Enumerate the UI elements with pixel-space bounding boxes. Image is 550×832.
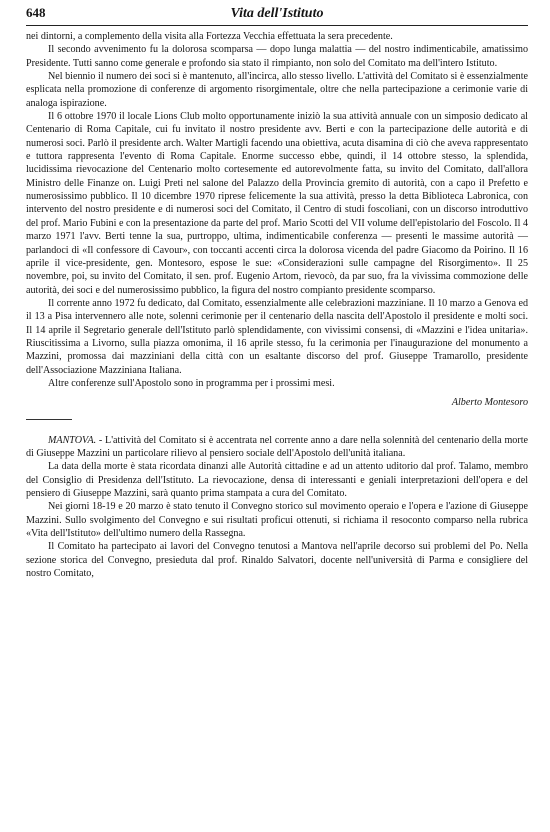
section-location: MANTOVA. [48, 434, 97, 446]
author-signature: Alberto Montesoro [451, 397, 528, 409]
section-intro-text: - L'attività del Comitato si è accentrata nel corrente anno a dare nella solennità del centenario della morte di Giuseppe Mazzini un particolare rilievo al pensiero sociale dell'Apostolo dell'unità italiana. [26, 434, 528, 459]
section-intro-paragraph [26, 434, 528, 461]
section-divider [26, 419, 72, 420]
paragraph-continuation: nei dintorni, a complemento della visita alla Fortezza Vecchia effettuata la sera precedente. [26, 31, 393, 42]
paragraph: La data della morte è stata ricordata dinanzi alle Autorità cittadine e ad un attento uditorio dal prof. Talamo, membro del Consiglio di Presidenza dell'Istituto. La rievocazione, densa di interessanti e geniali interpretazioni dell'opera e del pensiero di Giuseppe Mazzini, sarà quanto prima stampata a cura del Comitato. [26, 461, 528, 499]
journal-title: Vita dell'Istituto [230, 6, 324, 21]
paragraph: Altre conferenze sull'Apostolo sono in programma per i prossimi mesi. [48, 377, 335, 389]
running-header [26, 6, 528, 26]
paragraph: Il corrente anno 1972 fu dedicato, dal Comitato, essenzialmente alle celebrazioni mazziniane. Il 10 marzo a Genova ed il 13 a Pisa intervennero alle note, solenni cerimonie per il centenario della nascita dell'Apostolo il presidente e molti soci. Il 14 aprile il Segretario generale dell'Istituto parlò splendidamente, con vivissimi consensi, di «Mazzini e l'idea unitaria». Riuscitissima a Livorno, sulla piazza omonima, il 16 aprile stesso, fu la cerimonia per l'inaugurazione del monumento a Mazzini, promossa dai mazziniani della città con un esaltante discorso del prof. Giuseppe Tramarollo, presidente dell'Associazione Mazziniana Italiana. [26, 297, 528, 376]
paragraph: Il secondo avvenimento fu la dolorosa scomparsa — dopo lunga malattia — del nostro indimenticabile, amatissimo Presidente. Tutti sanno come generale e profondo sia stato il rimpianto, non solo del Comitato ma dell'intero Istituto. [26, 44, 528, 69]
page-number: 648 [26, 5, 46, 20]
paragraph: Nei giorni 18-19 e 20 marzo è stato tenuto il Convegno storico sul movimento operaio e l'opera e l'azione di Giuseppe Mazzini. Sullo svolgimento del Convegno e sui risultati proficui ottenuti, si richiama il resoconto comparso nella rubrica «Vita dell'Istituto» dell'ultimo numero della Rassegna. [26, 501, 528, 540]
paragraph: Il Comitato ha partecipato ai lavori del Convegno tenutosi a Mantova nell'aprile decorso sui problemi del Po. Nella sezione storica del Convegno, presieduta dal prof. Rinaldo Salvatori, docente nell'università di Parma e consigliere del nostro Comitato, [26, 541, 528, 580]
paragraph: Il 6 ottobre 1970 il locale Lions Club molto opportunamente iniziò la sua attività annuale con un simposio dedicato al Centenario di Roma Capitale, cui fu invitato il nostro presidente avv. Berti e con la partecipazione delle autorità e di numerosi soci. Parlò il presidente arch. Walter Martigli facendo una obiettiva, acuta disamina di ciò che aveva rappresentato e tuttora rappresenta l'evento di Roma Capitale. Enorme successo ebbe, quindi, il 14 ottobre stesso, la splendida, lucidissima rievocazione del Centenario molto cortesemente ed autorevolmente fatta, su invito del Comitato, dall'allora Ministro delle Finanze on. Luigi Preti nel salone del Palazzo della Provincia gremito di autorità, con a capo il Prefetto e numerosissimo pubblico. Il 10 dicembre 1970 riprese felicemente la sua attività, presso la detta Biblioteca Labronica, con intervento del nostro presidente e di numerosi soci del Comitato, il Centro di studi foscoliani, con un discorso introduttivo del prof. Mario Fubini e con la presentazione da parte del prof. Mario Scotti del VII volume dell'epistolario del Foscolo. Il 4 marzo 1971 l'avv. Berti tenne la sua, purtroppo, ultima, indimenticabile conferenza — presenti le massime autorità — parlandoci di «Il confessore di Cavour», con toccanti accenti circa la dolorosa vicenda del padre Giacomo da Poirino. Il 16 aprile il vice-presidente, gen. Montesoro, espose le sue: «Considerazioni sulle campagne del Risorgimento». Il 25 novembre, poi, su invito del Comitato, il sen. prof. Eugenio Artom, rievocò, da par suo, fra la vivissima commozione delle autorità, dei soci e del numerosissimo pubblico, la figura del nostro compianto presidente scomparso. [26, 111, 528, 296]
paragraph: Nel biennio il numero dei soci si è mantenuto, all'incirca, allo stesso livello. L'attività del Comitato si è essenzialmente esplicata nella promozione di conferenze di argomento risorgimentale, oltre che nella partecipazione a cerimonie varie di analoga ispirazione. [26, 71, 528, 109]
